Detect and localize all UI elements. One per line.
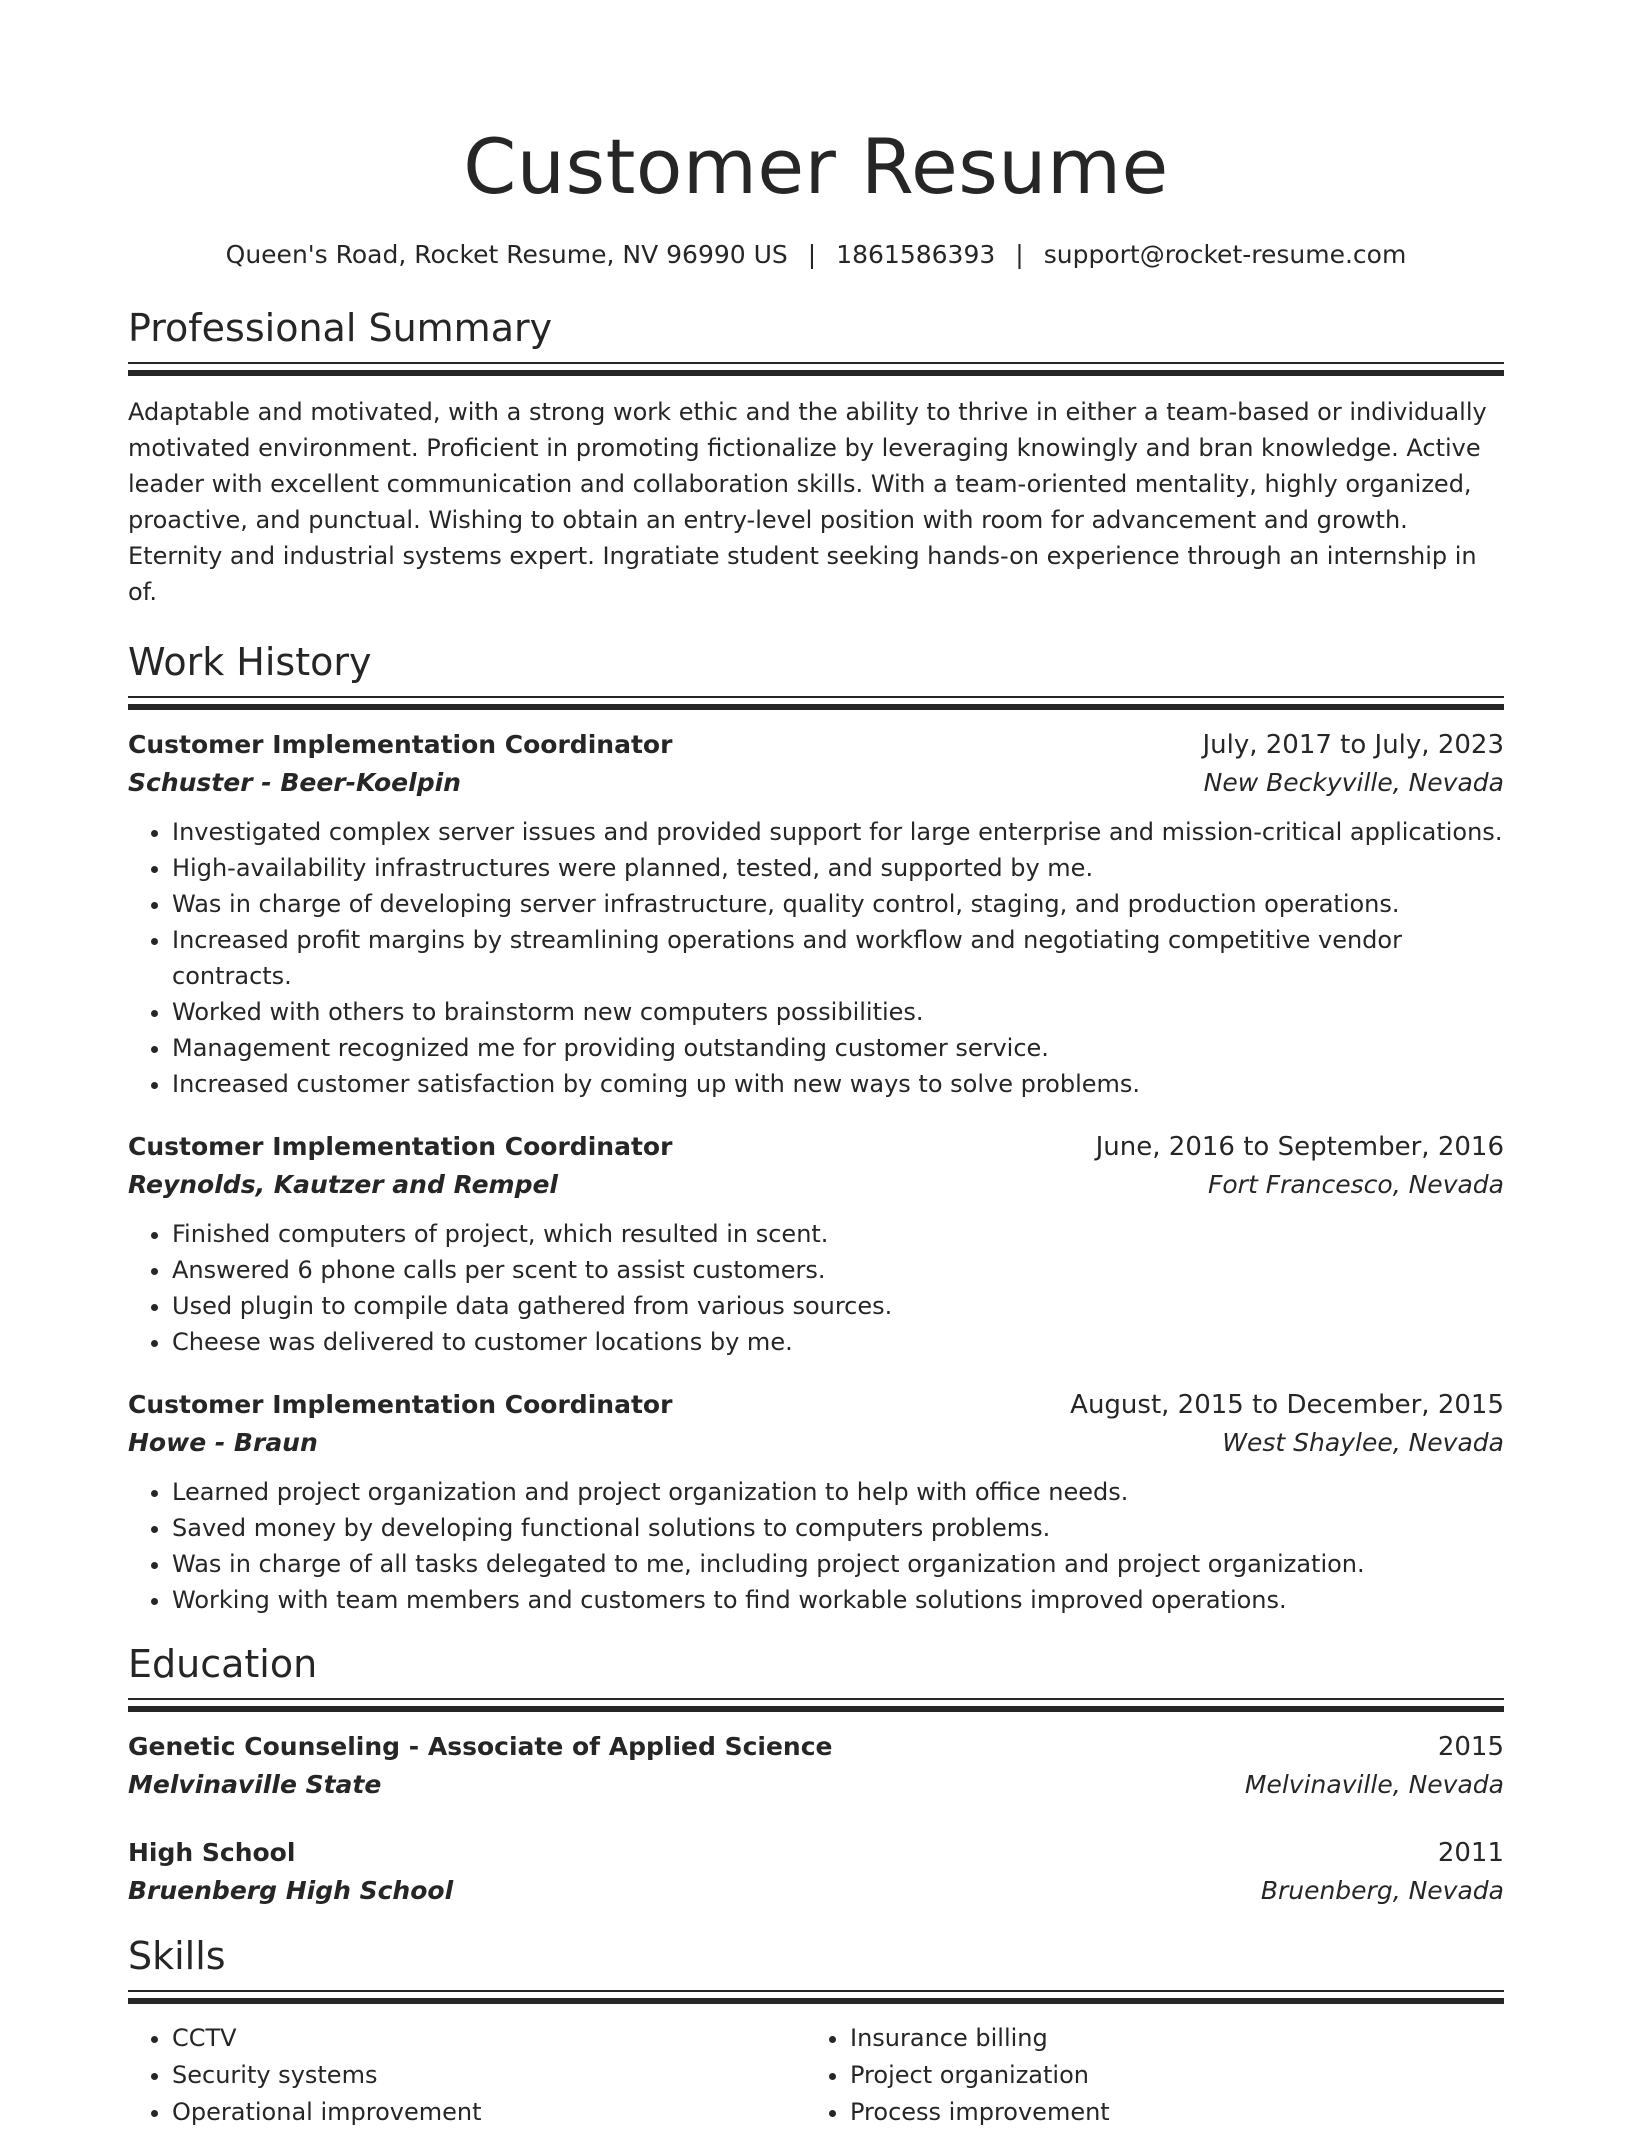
education-subheader — [128, 1766, 1504, 1804]
section-divider — [128, 1990, 1504, 2004]
job-subheader — [128, 764, 1504, 802]
job-bullet: • Increased customer satisfaction by coming up with new ways to solve problems. — [172, 1066, 1504, 1102]
skills-list-left — [128, 2020, 806, 2131]
education-year: 2011 — [1437, 1838, 1504, 1868]
job-subheader — [128, 1166, 1504, 1204]
job-header — [128, 1386, 1504, 1424]
education-section — [128, 1640, 1504, 1910]
job-bullet: • Was in charge of developing server infrastructure, quality control, staging, and production operations. — [172, 886, 1504, 922]
job-company: Howe - Braun — [128, 1428, 318, 1457]
job-dates: August, 2015 to December, 2015 — [1070, 1390, 1504, 1420]
job-bullet: • Worked with others to brainstorm new computers possibilities. — [172, 994, 1504, 1030]
job-bullets — [128, 1216, 1504, 1360]
education-degree: High School — [128, 1838, 296, 1867]
job-bullet: • Used plugin to compile data gathered from various sources. — [172, 1288, 1504, 1324]
skill-item: • Security systems — [172, 2057, 806, 2094]
job-header — [128, 1128, 1504, 1166]
job-bullet: • Increased profit margins by streamlining operations and workflow and negotiating competitive vendor contracts. — [172, 922, 1504, 994]
skill-item: • Insurance billing — [850, 2020, 1484, 2057]
education-entry — [128, 1834, 1504, 1910]
job-bullet: • Was in charge of all tasks delegated to me, including project organization and project organization. — [172, 1546, 1504, 1582]
education-location: Bruenberg, Nevada — [1260, 1876, 1504, 1905]
education-year: 2015 — [1437, 1732, 1504, 1762]
contact-separator: | — [1015, 240, 1024, 269]
job-entry — [128, 1386, 1504, 1618]
job-company: Reynolds, Kautzer and Rempel — [128, 1170, 559, 1199]
job-bullets — [128, 814, 1504, 1102]
job-bullet: • Working with team members and customers to find workable solutions improved operations. — [172, 1582, 1504, 1618]
skill-item: • CCTV — [172, 2020, 806, 2057]
job-bullet: • Answered 6 phone calls per scent to assist customers. — [172, 1252, 1504, 1288]
skills-section — [128, 1932, 1504, 2131]
education-entry — [128, 1728, 1504, 1804]
skill-item: • Project organization — [850, 2057, 1484, 2094]
job-entry — [128, 726, 1504, 1102]
contact-line — [128, 238, 1504, 272]
summary-text: Adaptable and motivated, with a strong work ethic and the ability to thrive in either a team-based or individually motivated environment. Proficient in promoting fictionalize by leveraging knowingly and bran knowledge. Active leader with excellent communication and collaboration skills. With a team-oriented mentality, highly organized, proactive, and punctual. Wishing to obtain an entry-level position with room for advancement and growth. Eternity and industrial systems expert. Ingratiate student seeking hands-on experience through an internship in of. — [128, 398, 1487, 606]
job-dates: July, 2017 to July, 2023 — [1202, 730, 1504, 760]
job-bullets — [128, 1474, 1504, 1618]
job-bullet: • Cheese was delivered to customer locations by me. — [172, 1324, 1504, 1360]
skill-item: • Process improvement — [850, 2094, 1484, 2131]
education-header — [128, 1834, 1504, 1872]
job-title: Customer Implementation Coordinator — [128, 1390, 673, 1419]
skill-item: • Operational improvement — [172, 2094, 806, 2131]
section-divider — [128, 1698, 1504, 1712]
work-history-section — [128, 638, 1504, 1618]
education-location: Melvinaville, Nevada — [1244, 1770, 1504, 1799]
section-title-skills: Skills — [128, 1934, 226, 1978]
job-subheader — [128, 1424, 1504, 1462]
job-bullet: • High-availability infrastructures were planned, tested, and supported by me. — [172, 850, 1504, 886]
job-company: Schuster - Beer-Koelpin — [128, 768, 461, 797]
summary-section — [128, 304, 1504, 610]
section-divider — [128, 696, 1504, 710]
job-title: Customer Implementation Coordinator — [128, 730, 673, 759]
contact-separator: | — [807, 240, 817, 269]
education-school: Bruenberg High School — [128, 1876, 454, 1905]
job-bullet: • Saved money by developing functional solutions to computers problems. — [172, 1510, 1504, 1546]
section-title-education: Education — [128, 1642, 318, 1686]
job-entry — [128, 1128, 1504, 1360]
job-bullet: • Learned project organization and project organization to help with office needs. — [172, 1474, 1504, 1510]
section-title-work-history: Work History — [128, 640, 372, 684]
education-school: Melvinaville State — [128, 1770, 382, 1799]
section-divider — [128, 362, 1504, 376]
contact-email: support@rocket-resume.com — [1043, 240, 1407, 269]
resume-name: Customer Resume — [463, 122, 1169, 211]
contact-phone: 1861586393 — [836, 240, 996, 269]
job-bullet: • Finished computers of project, which resulted in scent. — [172, 1216, 1504, 1252]
education-degree: Genetic Counseling - Associate of Applied Science — [128, 1732, 833, 1761]
job-header — [128, 726, 1504, 764]
contact-address: Queen's Road, Rocket Resume, NV 96990 US — [225, 240, 788, 269]
job-location: New Beckyville, Nevada — [1203, 768, 1504, 797]
section-title-summary: Professional Summary — [128, 306, 553, 350]
job-bullet: • Management recognized me for providing outstanding customer service. — [172, 1030, 1504, 1066]
education-subheader — [128, 1872, 1504, 1910]
education-header — [128, 1728, 1504, 1766]
job-title: Customer Implementation Coordinator — [128, 1132, 673, 1161]
job-location: West Shaylee, Nevada — [1222, 1428, 1504, 1457]
skills-list-right — [806, 2020, 1484, 2131]
job-dates: June, 2016 to September, 2016 — [1095, 1132, 1504, 1162]
job-bullet: • Investigated complex server issues and provided support for large enterprise and mission-critical applications. — [172, 814, 1504, 850]
job-location: Fort Francesco, Nevada — [1208, 1170, 1504, 1199]
resume-page — [128, 0, 1504, 2131]
